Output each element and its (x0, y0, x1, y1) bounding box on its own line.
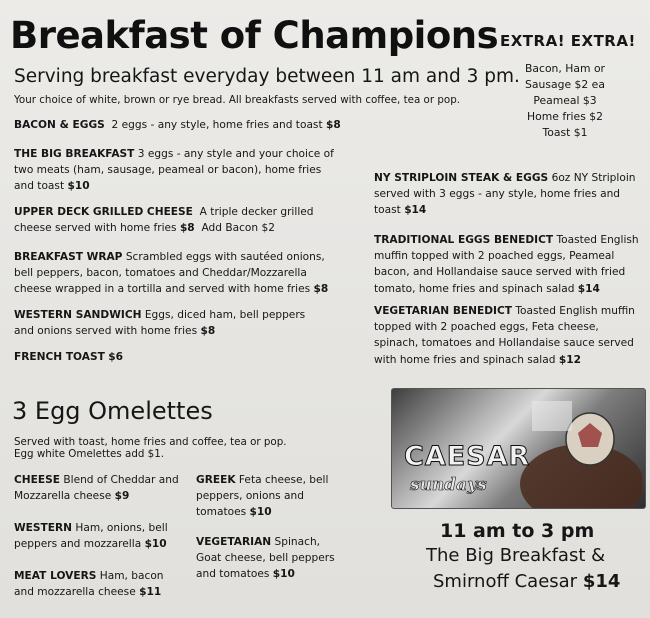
extras-line: Sausage $2 ea (525, 78, 605, 91)
item-name: FRENCH TOAST (14, 351, 105, 363)
item-desc: Toasted English muffin topped with 2 poached eggs, Peameal bacon, and Hollandaise sauce served with fried tomato, home fries and spinach salad (374, 234, 639, 295)
item-price: $6 (108, 351, 123, 363)
item-name: NY STRIPLOIN STEAK & EGGS (374, 172, 549, 184)
extras-line: Peameal $3 (533, 94, 597, 107)
item-name: THE BIG BREAKFAST (14, 148, 135, 160)
item-desc: Scrambled eggs with sautéed onions, bell peppers, bacon, tomatoes and Cheddar/Mozzarella cheese wrapped in a tortilla and served with home fries (14, 251, 325, 296)
item-price: $14 (404, 204, 427, 217)
item-desc: Eggs, diced ham, bell peppers and onions served with home fries (14, 309, 306, 338)
extras-line: Bacon, Ham or (524, 62, 605, 75)
item-name: UPPER DECK GRILLED CHEESE (14, 206, 193, 218)
item-price: $14 (577, 282, 600, 295)
item-desc: 6oz NY Striploin served with 3 eggs - any style, home fries and toast (374, 172, 636, 217)
item-name: BREAKFAST WRAP (14, 251, 123, 263)
item-name: BACON & EGGS (14, 119, 105, 131)
item-extra: Add Bacon $2 (201, 222, 275, 235)
item-desc: A triple decker grilled cheese served with home fries (14, 206, 314, 235)
omelette-meat-lovers (14, 568, 164, 600)
extras-title: EXTRA! EXTRA! (500, 32, 636, 50)
omelette-cheese (14, 472, 179, 504)
item-name: VEGETARIAN BENEDICT (374, 305, 512, 317)
menu-item-big-breakfast (14, 146, 334, 195)
item-price: $8 (179, 222, 195, 235)
menu-item-french-toast (14, 349, 314, 365)
item-price: $10 (67, 180, 90, 193)
item-name: MEAT LOVERS (14, 570, 97, 582)
item-name: CHEESE (14, 474, 60, 486)
item-price: $9 (114, 490, 130, 502)
promo-time: 11 am to 3 pm (440, 520, 595, 542)
item-desc: Ham, onions, bell peppers and mozzarella (14, 522, 168, 550)
item-price: $10 (249, 506, 272, 518)
menu-title: Breakfast of Champions (10, 14, 499, 57)
item-name: WESTERN SANDWICH (14, 309, 142, 321)
caesar-glass-icon (512, 399, 642, 509)
omelette-western (14, 520, 174, 552)
promo-line2 (433, 571, 620, 592)
menu-item-bacon-eggs (14, 117, 354, 133)
promo-line2-text: Smirnoff Caesar (433, 571, 578, 592)
item-desc: Spinach, Goat cheese, bell peppers and tomatoes (196, 536, 335, 580)
item-price: $11 (139, 586, 162, 598)
item-name: GREEK (196, 474, 236, 486)
item-desc: Blend of Cheddar and Mozzarella cheese (14, 474, 179, 502)
promo-price: $14 (582, 571, 621, 592)
item-desc: Feta cheese, bell peppers, onions and tomatoes (196, 474, 329, 518)
caesar-sundays-image (391, 388, 646, 509)
menu-item-western-sandwich (14, 307, 314, 339)
menu-item-breakfast-wrap (14, 249, 344, 298)
sundays-logo-word: sundays (410, 475, 487, 495)
item-price: $10 (144, 538, 167, 550)
item-price: $12 (558, 353, 581, 366)
item-price: $8 (200, 325, 216, 338)
item-name: VEGETARIAN (196, 536, 272, 548)
extras-line: Home fries $2 (527, 110, 603, 123)
omelette-greek (196, 472, 330, 520)
promo-line1: The Big Breakfast & (426, 545, 606, 566)
item-name: TRADITIONAL EGGS BENEDICT (374, 234, 554, 246)
menu-subtitle: Serving breakfast everyday between 11 am and 3 pm. (14, 66, 520, 87)
menu-intro: Your choice of white, brown or rye bread. All breakfasts served with coffee, tea or pop. (14, 94, 461, 106)
item-desc: Toasted English muffin topped with 2 poached eggs, Feta cheese, spinach, tomatoes and Hollandaise sauce served with home fries and spinach salad (374, 305, 635, 366)
item-price: $8 (326, 119, 341, 131)
extras-line: Toast $1 (542, 126, 588, 139)
caesar-logo-word: CAESAR (404, 441, 531, 472)
menu-item-grilled-cheese (14, 204, 339, 236)
item-name: WESTERN (14, 522, 73, 534)
item-desc: Ham, bacon and mozzarella cheese (14, 570, 164, 598)
menu-item-vegetarian-benedict (374, 303, 644, 368)
item-price: $10 (272, 568, 295, 580)
item-desc: 3 eggs - any style and your choice of two meats (ham, sausage, peameal or bacon), home fries and toast (14, 148, 334, 193)
omelette-vegetarian (196, 534, 336, 582)
omelettes-intro (14, 437, 287, 460)
menu-item-steak-eggs (374, 170, 644, 219)
item-desc: 2 eggs - any style, home fries and toast (111, 119, 323, 131)
omelettes-title: 3 Egg Omelettes (12, 397, 213, 425)
omelettes-intro-line: Served with toast, home fries and coffee, tea or pop. (14, 436, 287, 448)
item-price: $8 (313, 283, 329, 296)
omelettes-intro-line: Egg white Omelettes add $1. (14, 447, 165, 460)
menu-item-eggs-benedict (374, 232, 644, 297)
